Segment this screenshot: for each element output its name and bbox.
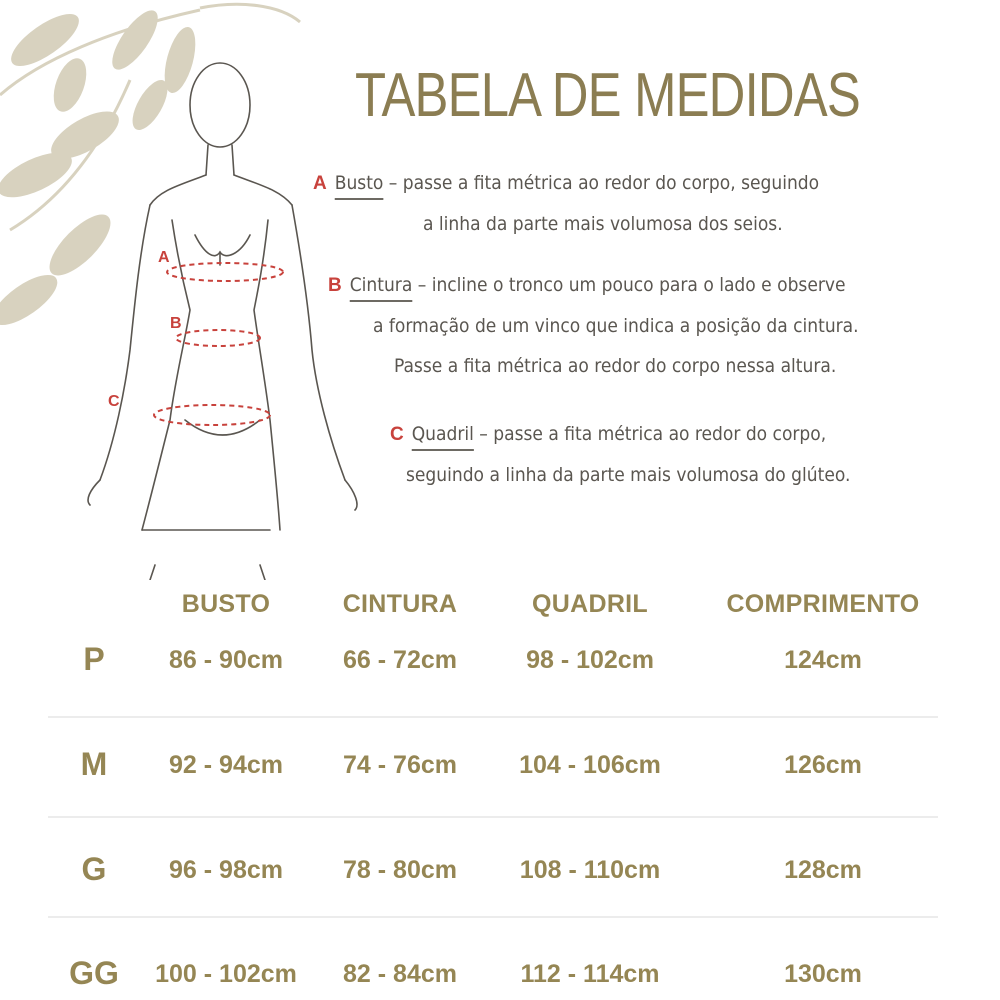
- size-label: GG: [69, 955, 119, 991]
- instruction-text: seguindo a linha da parte mais volumosa do glúteo.: [406, 464, 851, 486]
- size-label: G: [81, 851, 107, 887]
- cell-cintura: 74 - 76cm: [343, 751, 457, 779]
- cell-busto: 96 - 98cm: [169, 856, 283, 884]
- instruction-busto: [313, 163, 819, 244]
- cell-cintura: 82 - 84cm: [343, 960, 457, 988]
- cell-quadril: 112 - 114cm: [520, 960, 660, 988]
- cell-cintura: 66 - 72cm: [343, 646, 457, 674]
- figure-label-c: C: [108, 393, 120, 410]
- cell-quadril: 98 - 102cm: [526, 646, 654, 674]
- cell-busto: 100 - 102cm: [155, 960, 297, 988]
- instruction-term: Cintura: [349, 274, 413, 296]
- instruction-text: – passe a fita métrica ao redor do corpo,: [473, 423, 827, 445]
- cell-cintura: 78 - 80cm: [343, 856, 457, 884]
- row-divider: [48, 816, 938, 818]
- cell-quadril: 104 - 106cm: [519, 751, 661, 779]
- instruction-term: Quadril: [411, 423, 474, 445]
- page-title: TABELA DE MEDIDAS: [355, 61, 860, 130]
- cell-comprimento: 124cm: [784, 646, 862, 674]
- cell-comprimento: 126cm: [784, 751, 862, 779]
- row-divider: [48, 716, 938, 718]
- column-header-cintura: CINTURA: [342, 590, 458, 618]
- column-header-quadril: QUADRIL: [532, 590, 648, 618]
- cell-busto: 86 - 90cm: [169, 646, 283, 674]
- instruction-term: Busto: [334, 172, 384, 194]
- instruction-letter: B: [328, 275, 342, 296]
- cell-busto: 92 - 94cm: [169, 751, 283, 779]
- instruction-text: a formação de um vinco que indica a posição da cintura.: [373, 315, 859, 337]
- cell-quadril: 108 - 110cm: [519, 856, 661, 884]
- cell-comprimento: 128cm: [784, 856, 862, 884]
- cell-comprimento: 130cm: [784, 960, 862, 988]
- size-label: P: [83, 641, 105, 677]
- instruction-letter: C: [390, 424, 404, 445]
- column-header-comprimento: COMPRIMENTO: [726, 590, 920, 618]
- instruction-text: – passe a fita métrica ao redor do corpo, seguindo: [383, 172, 820, 194]
- size-label: M: [80, 746, 108, 782]
- instruction-cintura: [328, 265, 859, 386]
- instruction-text: a linha da parte mais volumosa dos seios.: [423, 213, 783, 235]
- column-header-busto: BUSTO: [181, 590, 271, 618]
- instruction-letter: A: [313, 173, 327, 194]
- figure-label-b: B: [170, 315, 182, 332]
- instruction-quadril: [390, 414, 850, 495]
- figure-label-a: A: [158, 249, 170, 266]
- instruction-text: Passe a fita métrica ao redor do corpo nessa altura.: [394, 355, 837, 377]
- row-divider: [48, 916, 938, 918]
- instruction-text: – incline o tronco um pouco para o lado e observe: [412, 274, 846, 296]
